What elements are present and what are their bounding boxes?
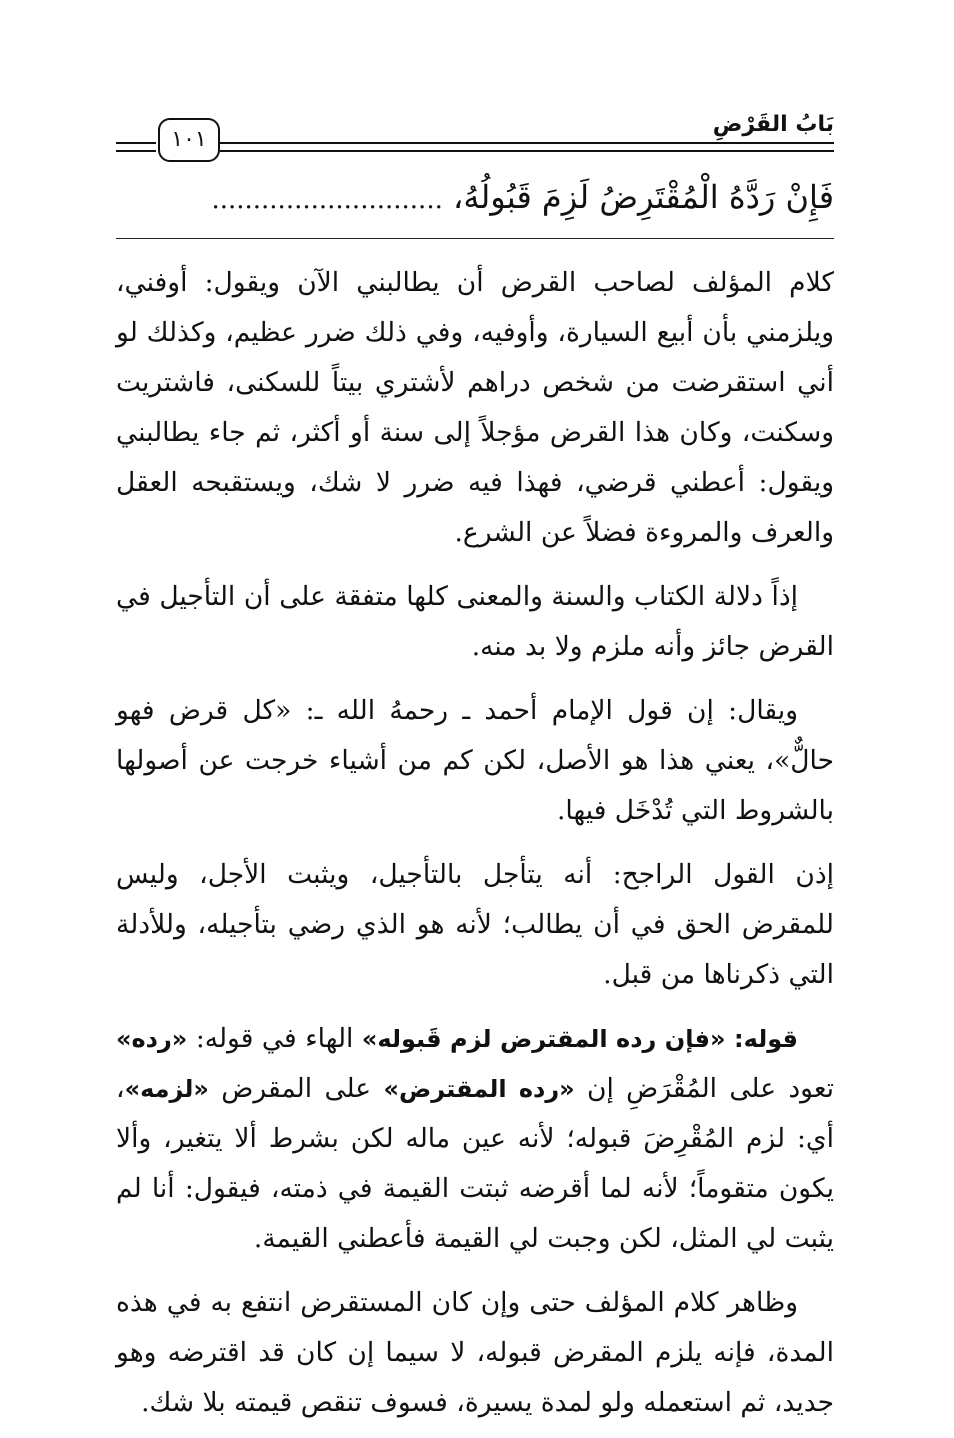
paragraph-3: ويقال: إن قول الإمام أحمد ـ رحمهُ الله ـ: «كل قرض فهو حالٌّ»، يعني هذا هو الأصل، لكن كم من أشياء خرجت عن أصولها بالشروط التي تُدْخَل فيها. bbox=[116, 695, 834, 826]
paragraph-5-text-3: على المقرض bbox=[208, 1073, 384, 1104]
quote-raddahu: «رده» bbox=[116, 1025, 188, 1053]
chapter-title: بَابُ القَرْضِ bbox=[712, 112, 834, 137]
paragraph-6: وظاهر كلام المؤلف حتى وإن كان المستقرض انتفع به في هذه المدة، فإنه يلزم المقرض قبوله، لا سيما إن كان قد اقترضه وهو جديد، ثم استعمله ولو لمدة يسيرة، فسوف تنقص قيمته بلا شك. bbox=[116, 1287, 834, 1418]
matn-dots: ............................ bbox=[211, 185, 443, 215]
quote-lazimahu: «لزمه» bbox=[124, 1075, 209, 1103]
page-header bbox=[116, 112, 834, 162]
separator-line bbox=[116, 238, 834, 239]
paragraph-5-text-4: ، أي: لزم المُقْرِضَ قبوله؛ لأنه عين ماله لكن بشرط ألا يتغير، وألا يكون متقوماً؛ لأنه لما أقرضه ثبتت القيمة في ذمته، فيقول: أنا لم يثبت لي المثل، لكن وجبت لي القيمة فأعطني القيمة. bbox=[116, 1073, 834, 1254]
quote-raddahu-almuqtarid: «رده المقترض» bbox=[383, 1075, 575, 1103]
matn-text: فَإِنْ رَدَّهُ الْمُقْتَرِضُ لَزِمَ قَبُولُهُ، bbox=[453, 178, 834, 216]
page-number: ١٠١ bbox=[158, 118, 220, 162]
paragraph-1: كلام المؤلف لصاحب القرض أن يطالبني الآن ويقول: أوفني، ويلزمني بأن أبيع السيارة، وأوفيه، وفي ذلك ضرر عظيم، وكذلك لو أني استقرضت من شخص دراهم لأشتري بيتاً للسكنى، فاشتريت وسكنت، وكان هذا القرض مؤجلاً إلى سنة أو أكثر، ثم جاء يطالبني ويقول: أعطني قرضي، فهذا فيه ضرر لا شك، ويستقبحه العقل والعرف والمروءة فضلاً عن الشرع. bbox=[116, 267, 834, 548]
paragraph-2: إذاً دلالة الكتاب والسنة والمعنى كلها متفقة على أن التأجيل في القرض جائز وأنه ملزم ولا بد منه. bbox=[116, 581, 834, 662]
paragraph-5 bbox=[116, 1014, 834, 1264]
paragraph-4: إذن القول الراجح: أنه يتأجل بالتأجيل، ويثبت الأجل، وليس للمقرض الحق في أن يطالب؛ لأنه هو الذي رضي بتأجيله، وللأدلة التي ذكرناها من قبل. bbox=[116, 859, 834, 990]
commentary-body bbox=[116, 258, 834, 1438]
matn-quote: «فإن رده المقترض لزم قَبوله» bbox=[361, 1025, 726, 1053]
paragraph-5-text-2: تعود على المُقْرَضِ إن bbox=[574, 1073, 835, 1104]
paragraph-5-text-1: الهاء في قوله: bbox=[187, 1023, 362, 1054]
qawluhu-label: قوله: bbox=[734, 1025, 798, 1053]
matn-line bbox=[116, 172, 834, 222]
header-rule-right bbox=[220, 142, 834, 152]
header-rule-left bbox=[116, 142, 156, 152]
